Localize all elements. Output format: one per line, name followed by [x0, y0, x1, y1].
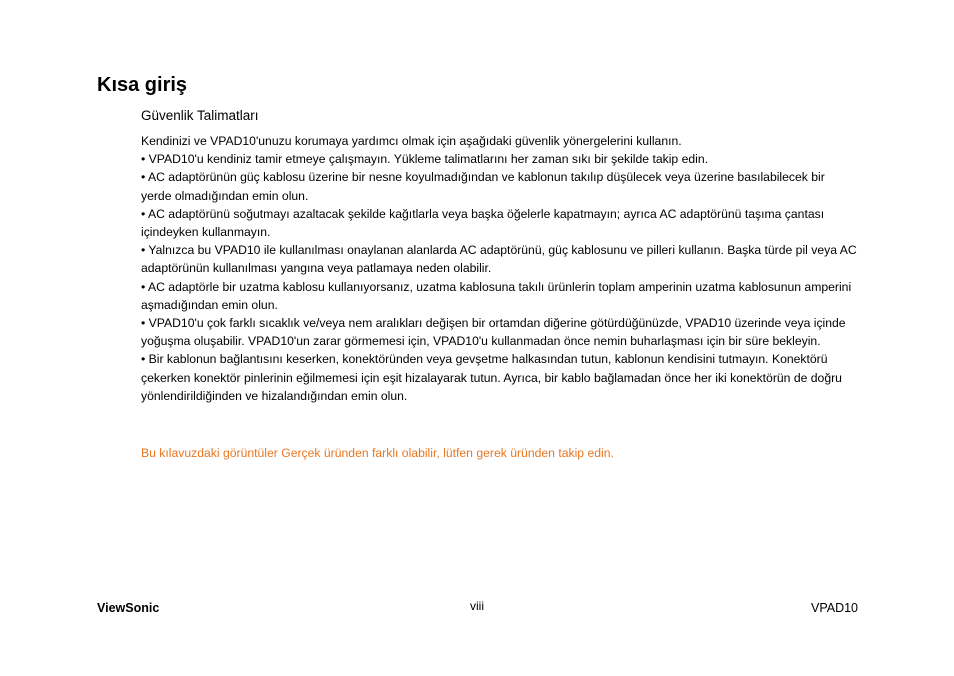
- page-title: Kısa giriş: [97, 74, 188, 96]
- bullet-item: • AC adaptörle bir uzatma kablosu kullanıyorsanız, uzatma kablosuna takılı ürünlerin toplam amperinin uzatma kablosunun amperini aşmadığından emin olun.: [141, 279, 852, 312]
- safety-instructions: [141, 132, 858, 405]
- bullet-item: • Bir kablonun bağlantısını keserken, konektöründen veya gevşetme halkasından tutun, kablonun kendisini tutmayın. Konektörü çekerken konektör pinlerinin eğilmemesi için eşit hizalayarak tutun. Ayrıca, bir kablo bağlamadan önce her iki konektörün de doğru yönlendirildiğinden ve hizalandığından emin olun.: [141, 352, 842, 403]
- intro-paragraph: Kendinizi ve VPAD10'unuzu korumaya yardımcı olmak için aşağıdaki güvenlik yönergelerini kullanın.: [141, 134, 682, 148]
- bullet-item: • VPAD10'u kendiniz tamir etmeye çalışmayın. Yükleme talimatlarını her zaman sıkı bir şekilde takip edin.: [141, 152, 709, 167]
- image-disclaimer-note: Bu kılavuzdaki görüntüler Gerçek üründen farklı olabilir, lütfen gerek üründen takip edin.: [141, 446, 614, 460]
- footer-brand: ViewSonic: [97, 601, 160, 615]
- bullet-item: • AC adaptörünü soğutmayı azaltacak şekilde kağıtlarla veya başka öğelerle kapatmayın; ayrıca AC adaptörünü taşıma çantası içindeyken kullanmayın.: [141, 206, 825, 240]
- footer-model: VPAD10: [810, 601, 858, 615]
- footer-page-number: viii: [470, 599, 484, 613]
- bullet-item: • AC adaptörünün güç kablosu üzerine bir nesne koyulmadığından ve kablonun takılıp düşülecek veya üzerine basılabilecek bir yerde olmadığından emin olun.: [141, 170, 825, 203]
- bullet-item: • VPAD10'u çok farklı sıcaklık ve/veya nem aralıkları değişen bir ortamdan diğerine götürdüğünüzde, VPAD10 üzerinde veya içinde yoğuşma oluşabilir. VPAD10'un zarar görmemesi için, VPAD10'u kullanmadan önce nemin buharlaşması için bir süre bekleyin.: [141, 316, 846, 349]
- bullet-item: • Yalnızca bu VPAD10 ile kullanılması onaylanan alanlarda AC adaptörünü, güç kablosunu ve pilleri kullanın. Başka türde pil veya AC adaptörünün kullanılması yangına veya patlamaya neden olabilir.: [141, 243, 857, 276]
- section-heading: Güvenlik Talimatları: [141, 108, 259, 123]
